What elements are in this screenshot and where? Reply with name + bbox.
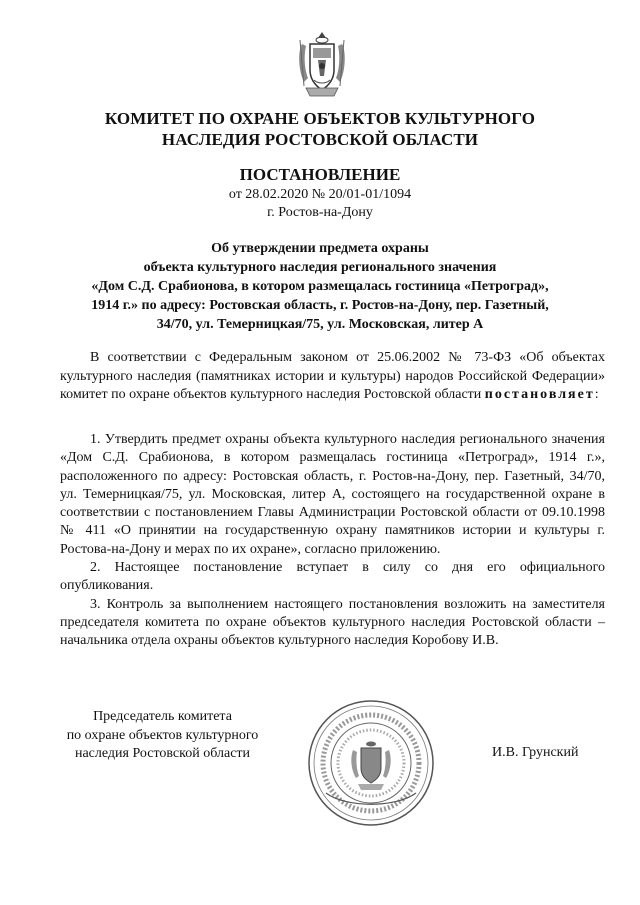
- signatory-position: [60, 708, 265, 764]
- decree-item-2: 2. Настоящее постановление вступает в силу со дня его официального опубликования.: [60, 560, 605, 594]
- signatory-position-line-2: по охране объектов культурного: [66, 727, 259, 743]
- subject-line-2: объекта культурного наследия регионального значения: [143, 260, 497, 275]
- document-subject: [58, 239, 582, 334]
- decree-items: [60, 431, 605, 651]
- organization-title-line-2: НАСЛЕДИЯ РОСТОВСКОЙ ОБЛАСТИ: [161, 130, 479, 149]
- signatory-position-line-3: наследия Ростовской области: [74, 746, 251, 761]
- document-city: г. Ростов-на-Дону: [267, 205, 373, 220]
- preamble-paragraph: [60, 349, 605, 405]
- signatory-position-line-1: Председатель комитета: [93, 709, 232, 724]
- preamble-text: В соответствии с Федеральным законом от 25.06.2002 № 73-ФЗ «Об объектах культурного наследия (памятниках истории и культуры) народов Российской Федерации» комитет по охране объектов культурного наследия Ростовской области: [60, 350, 605, 402]
- subject-line-4: 1914 г.» по адресу: Ростовская область, г. Ростов-на-Дону, пер. Газетный,: [91, 298, 549, 313]
- organization-title-line-1: КОМИТЕТ ПО ОХРАНЕ ОБЪЕКТОВ КУЛЬТУРНОГО: [104, 109, 536, 128]
- decree-item-1: 1. Утвердить предмет охраны объекта культурного наследия регионального значения «Дом С.Д. Срабионова, в котором размещалась гостиница «Петроград», 1914 г.», расположенного по адресу: Ростовская область, г. Ростов-на-Дону, пер. Газетный, 34/70, ул. Темерницкая/75, ул. Московская, литер А, состоящего на государственной охране в соответствии с постановлением Главы Администрации Ростовской области от 09.10.1998 № 411 «О принятии на государственную охрану памятников истории и культуры г. Ростова-на-Дону и мерах по их охране», согласно приложению.: [60, 432, 605, 557]
- coat-of-arms-icon: [294, 30, 350, 100]
- document-meta: [40, 186, 600, 222]
- signatory-name: И.В. Грунский: [492, 745, 579, 760]
- decree-item-3: 3. Контроль за выполнением настоящего постановления возложить на заместителя председателя комитета по охране объектов культурного наследия Ростовской области – начальника отдела охраны объектов культурного наследия Коробову И.В.: [60, 596, 605, 649]
- preamble: [60, 349, 605, 405]
- document-date-number: от 28.02.2020 № 20/01-01/1094: [228, 187, 412, 202]
- subject-line-5: 34/70, ул. Темерницкая/75, ул. Московская, литер А: [156, 317, 484, 332]
- subject-line-1: Об утверждении предмета охраны: [211, 241, 429, 256]
- decree-colon: :: [594, 387, 599, 402]
- decree-word: постановляет: [484, 387, 595, 402]
- document-type: ПОСТАНОВЛЕНИЕ: [239, 165, 401, 184]
- subject-line-3: «Дом С.Д. Срабионова, в котором размещалась гостиница «Петроград»,: [91, 279, 549, 294]
- organization-title: [40, 108, 600, 150]
- official-seal-icon: [306, 698, 436, 828]
